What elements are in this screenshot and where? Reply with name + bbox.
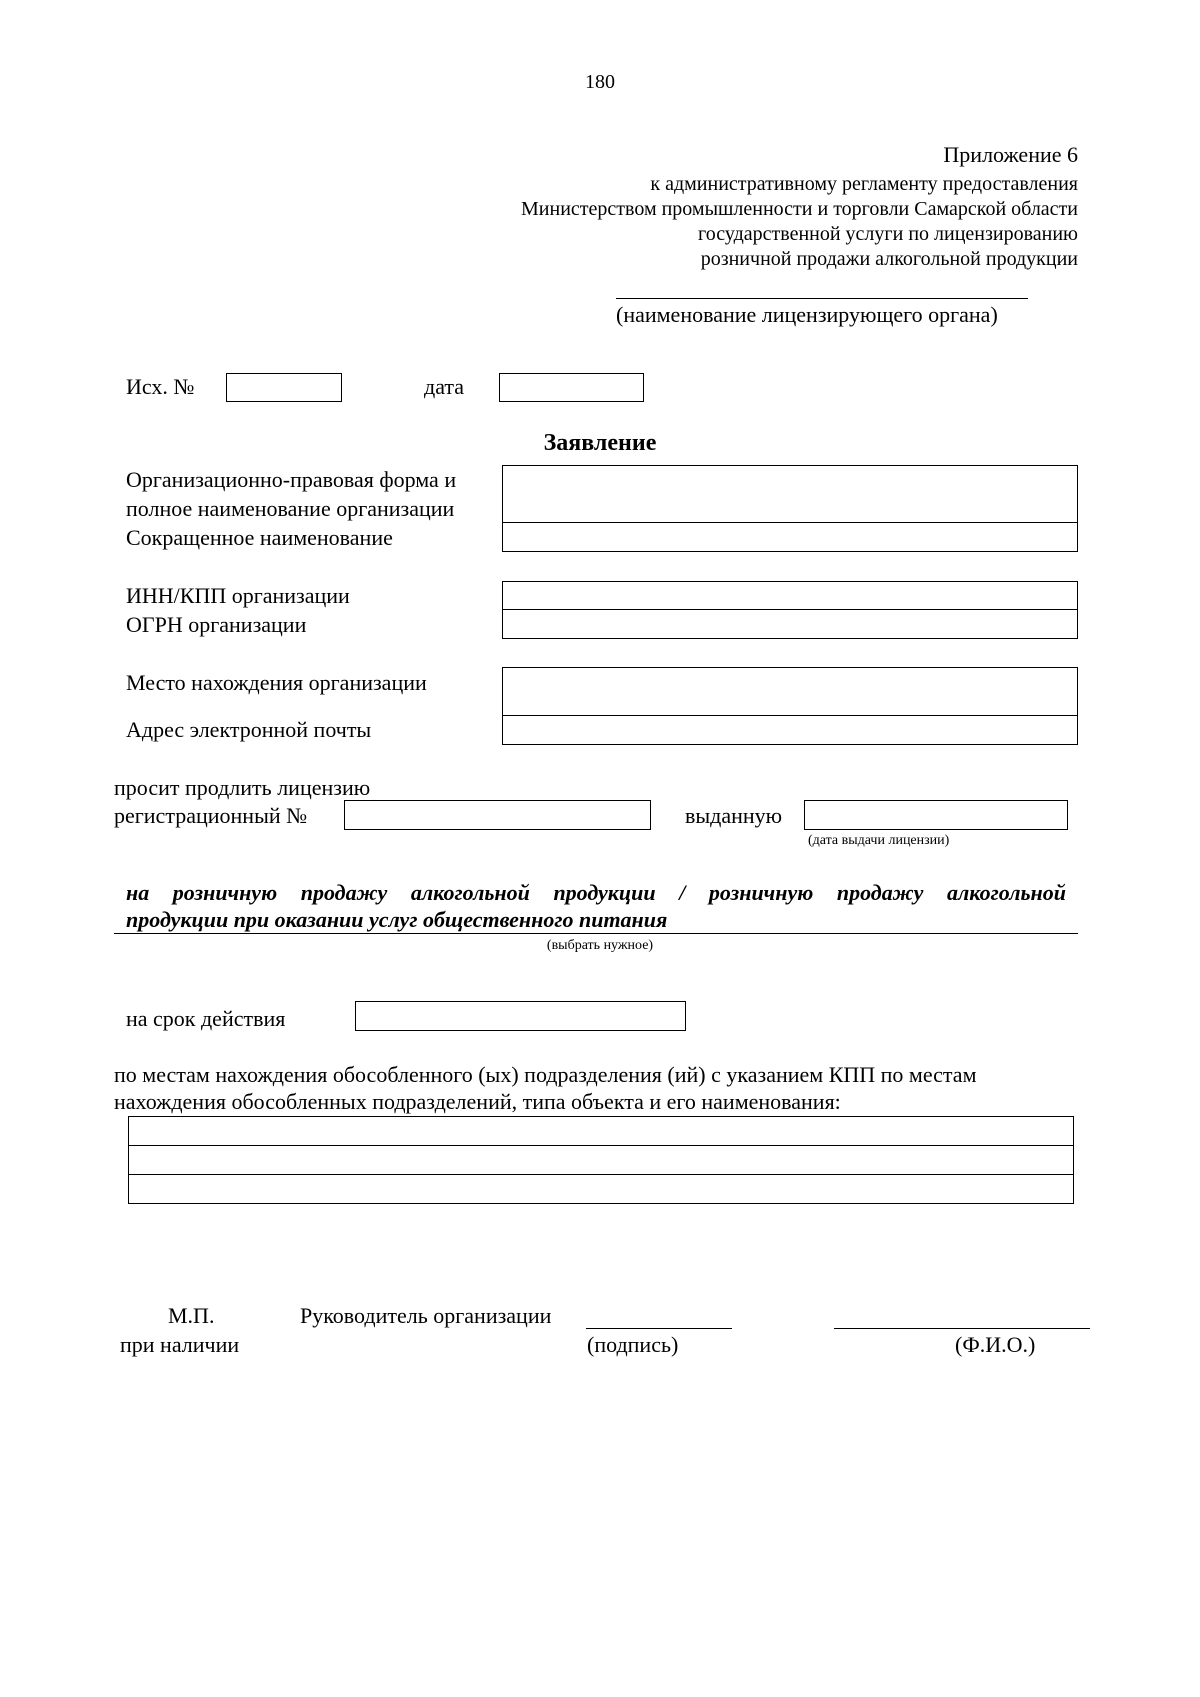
term-label: на срок действия [126,1006,286,1031]
branches-text-line-2: нахождения обособленных подразделений, типа объекта и его наименования: [114,1089,841,1114]
inn-kpp-field[interactable] [502,581,1078,611]
inn-kpp-label: ИНН/КПП организации [126,583,350,608]
appendix-title: Приложение 6 [943,142,1078,167]
authority-caption: (наименование лицензирующего органа) [616,302,998,327]
email-field[interactable] [502,715,1078,745]
org-fullname-label-2: полное наименование организации [126,496,455,521]
appendix-line-2: Министерством промышленности и торговли Самарской области [521,198,1078,220]
fio-caption: (Ф.И.О.) [955,1332,1036,1357]
issue-date-field[interactable] [804,800,1068,830]
ogrn-label: ОГРН организации [126,612,307,637]
appendix-line-1: к административному регламенту предоставления [650,173,1078,195]
reg-number-field[interactable] [344,800,651,830]
stamp-note: при наличии [120,1332,240,1357]
signature-caption: (подпись) [587,1332,679,1357]
head-label: Руководитель организации [300,1303,552,1328]
term-field[interactable] [355,1001,686,1031]
signature-line[interactable] [586,1328,732,1329]
activity-option-line-2: продукции при оказании услуг общественного питания [126,907,668,932]
activity-underline [114,933,1078,934]
branch-row[interactable] [128,1145,1074,1175]
appendix-line-4: розничной продажи алкогольной продукции [700,248,1078,270]
outgoing-date-label: дата [424,374,465,399]
request-line: просит продлить лицензию [114,775,371,800]
fio-line[interactable] [834,1328,1090,1329]
branch-row[interactable] [128,1116,1074,1146]
issue-date-caption: (дата выдачи лицензии) [808,833,950,848]
org-shortname-field[interactable] [502,522,1078,552]
page-number: 180 [585,71,615,93]
issued-label: выданную [685,803,783,828]
reg-number-label: регистрационный № [114,803,308,828]
branches-text-line-1: по местам нахождения обособленного (ых) подразделения (ий) с указанием КПП по местам [114,1062,977,1087]
stamp-label: М.П. [168,1303,215,1328]
org-fullname-label-1: Организационно-правовая форма и [126,467,457,492]
ogrn-field[interactable] [502,609,1078,639]
email-label: Адрес электронной почты [126,717,372,742]
appendix-line-3: государственной услуги по лицензированию [698,223,1078,245]
branch-row[interactable] [128,1174,1074,1204]
form-title: Заявление [543,430,657,456]
org-shortname-label: Сокращенное наименование [126,525,393,550]
activity-caption: (выбрать нужное) [546,938,654,953]
location-field[interactable] [502,667,1078,717]
org-fullname-field[interactable] [502,465,1078,524]
outgoing-number-field[interactable] [226,373,342,402]
activity-option-line-1: на розничную продажу алкогольной продукции / розничную продажу алкогольной [126,880,1066,905]
outgoing-number-label: Исх. № [126,374,195,399]
location-label: Место нахождения организации [126,670,427,695]
authority-name-line[interactable] [616,298,1028,299]
outgoing-date-field[interactable] [499,373,644,402]
